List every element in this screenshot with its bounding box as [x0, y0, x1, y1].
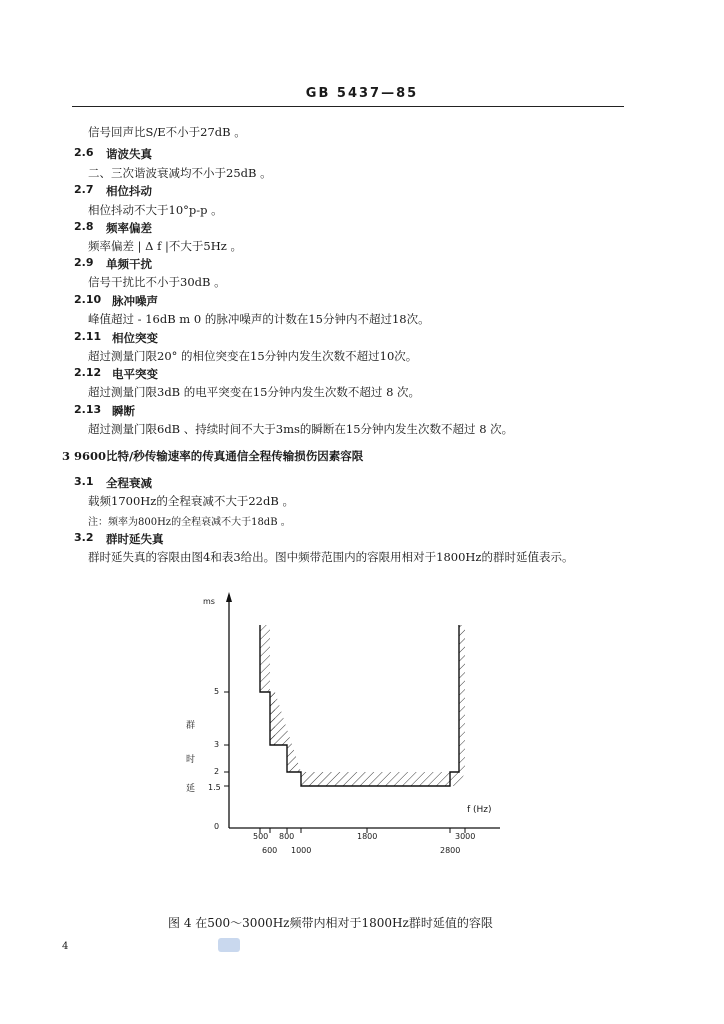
y-tick-label: 0 [214, 822, 220, 831]
x-tick-label: 600 [262, 846, 278, 855]
section-title: 单频干扰 [106, 257, 152, 271]
x-tick-label: 1800 [357, 832, 378, 841]
section-title: 频率偏差 [106, 221, 152, 235]
text-line: 信号回声比S/E不小于27dB 。 [88, 125, 246, 139]
x-tick-label: 3000 [455, 832, 476, 841]
text-line: 二、三次谐波衰减均不小于25dB 。 [88, 166, 272, 180]
hatch-region [260, 625, 270, 692]
chapter-heading: 3 9600比特/秒传输速率的传真通信全程传输损伤因素容限 [62, 449, 364, 463]
y-axis-arrow [226, 592, 232, 602]
x-tick-label: 2800 [440, 846, 461, 855]
figure-caption: 图 4 在500～3000Hz频带内相对于1800Hz群时延值的容限 [168, 916, 493, 930]
text-line: 峰值超过 - 16dB m 0 的脉冲噪声的计数在15分钟内不超过18次。 [88, 312, 430, 326]
hatch-region [450, 625, 465, 786]
text-line: 超过测量门限20° 的相位突变在15分钟内发生次数不超过10次。 [88, 349, 418, 363]
text-line: 超过测量门限3dB 的电平突变在15分钟内发生次数不超过 8 次。 [88, 385, 421, 399]
section-title: 谐波失真 [106, 147, 152, 161]
text-line: 相位抖动不大于10°p-p 。 [88, 203, 223, 217]
section-number: 2.9 [74, 256, 94, 269]
section-title: 全程衰减 [106, 476, 152, 490]
section-number: 2.11 [74, 330, 102, 343]
y-tick-label: 2 [214, 767, 220, 776]
text-line: 群时延失真的容限由图4和表3给出。图中频带范围内的容限用相对于1800Hz的群时延值表示。 [88, 550, 574, 564]
section-number: 2.13 [74, 403, 102, 416]
y-tick-label: 5 [214, 687, 220, 696]
text-line: 频率偏差 | Δ f |不大于5Hz 。 [88, 239, 242, 253]
y-tick-label: 3 [214, 740, 220, 749]
section-number: 2.10 [74, 293, 102, 306]
section-title: 瞬断 [112, 404, 135, 418]
y-label-char: 延 [186, 784, 196, 794]
y-label-char: 群 [186, 721, 196, 731]
section-title: 群时延失真 [106, 532, 164, 546]
text-line: 超过测量门限6dB 、持续时间不大于3ms的瞬断在15分钟内发生次数不超过 8 次。 [88, 422, 514, 436]
note-line: 注：频率为800Hz的全程衰减不大于18dB 。 [88, 517, 291, 528]
page-header: GB 5437—85 [305, 86, 419, 101]
y-tick-label: 1.5 [208, 783, 221, 792]
text-line: 载频1700Hz的全程衰减不大于22dB 。 [88, 494, 294, 508]
x-axis-label: f (Hz) [467, 805, 492, 815]
section-title: 电平突变 [112, 367, 158, 381]
y-unit-label: ms [203, 597, 215, 606]
section-title: 脉冲噪声 [112, 294, 158, 308]
section-number: 2.12 [74, 366, 102, 379]
x-tick-label: 500 [253, 832, 269, 841]
section-title: 相位抖动 [106, 184, 152, 198]
x-tick-label: 1000 [291, 846, 312, 855]
x-tick-label: 800 [279, 832, 295, 841]
section-number: 3.1 [74, 475, 94, 488]
section-number: 2.8 [74, 220, 94, 233]
text-line: 信号干扰比不小于30dB 。 [88, 275, 226, 289]
section-title: 相位突变 [112, 331, 158, 345]
section-number: 3.2 [74, 531, 94, 544]
y-label-char: 时 [186, 755, 196, 765]
section-number: 2.7 [74, 183, 94, 196]
watermark-stamp [218, 938, 240, 952]
section-number: 2.6 [74, 146, 94, 159]
page-number: 4 [62, 941, 69, 952]
